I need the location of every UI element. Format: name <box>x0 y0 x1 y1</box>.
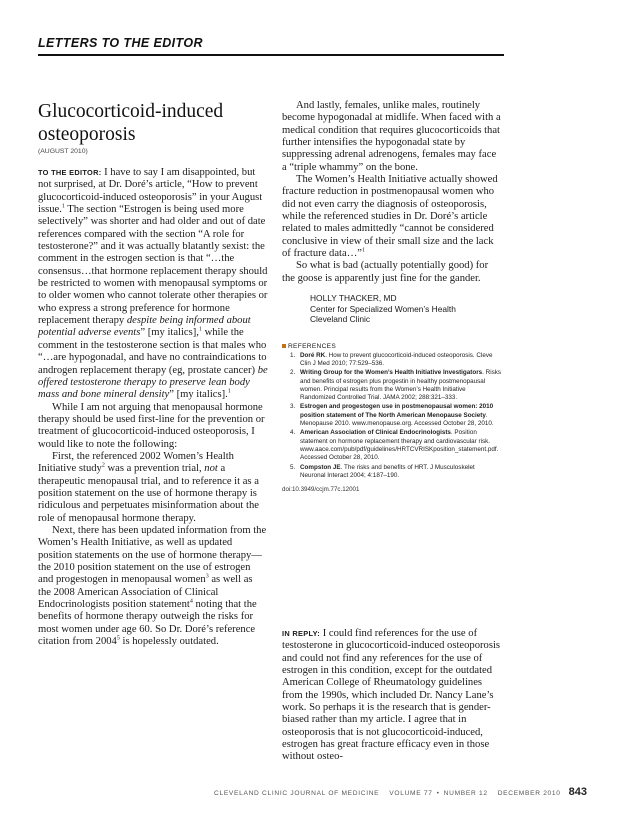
signature-block <box>310 293 502 325</box>
footer-date: DECEMBER 2010 <box>497 790 561 797</box>
reference-number: 3. <box>290 403 296 411</box>
letter-p3-b: was a prevention trial, <box>104 463 205 475</box>
reference-author: American Association of Clinical Endocrinologists <box>300 429 451 437</box>
citation-sup: 3 <box>205 573 209 580</box>
letter-p1-italic-2: be offered testosterone therapy to preserve lean body mass and bone mineral density <box>38 364 268 401</box>
article-date: (AUGUST 2010) <box>38 148 88 155</box>
reference-text: . How to prevent glucocorticoid-induced osteoporosis. Cleve Clin J Med 2010; 77:529–536. <box>300 351 493 367</box>
article-title: Glucocorticoid-induced osteoporosis <box>38 101 224 145</box>
reference-item <box>290 464 502 481</box>
letter-p1-b: The section “Estrogen is being used more selectively” was shorter and had older and out of date references compared with the section “A role for testosterone?” and it was actually blatantly sexist: the comment in the estrogen section is that “…the consensus…that hormone replacement therapy should be restricted to women with menopausal symptoms or to older women who cannot tolerate other therapies or who express a strong preference for hormone replacement therapy <box>38 204 268 327</box>
section-header: LETTERS TO THE EDITOR <box>38 36 203 50</box>
letter-p3-italic: not <box>204 463 218 475</box>
page-footer <box>214 786 588 798</box>
letter-p1-italic-1: despite being informed about potential adverse events <box>38 315 251 339</box>
letter-paragraph-6 <box>282 174 502 260</box>
reference-author: Estrogen and progestogen use in postmenopausal women: 2010 position statement of The North American Menopause Society <box>300 403 494 419</box>
reference-text: . The risks and benefits of HRT. J Musculoskelet Neuronal Interact 2004; 4:187–190. <box>300 463 475 479</box>
reference-number: 4. <box>290 429 296 437</box>
letter-p4-d: is hopelessly outdated. <box>119 636 219 648</box>
letter-paragraph-7: So what is bad (actually potentially good) for the goose is apparently just fine for the gander. <box>282 260 489 284</box>
citation-sup: 1 <box>198 326 202 333</box>
reference-author: Doré RK <box>300 351 326 359</box>
letter-paragraph-2: While I am not arguing that menopausal hormone therapy should be used first-line for the prevention or treatment of glucocorticoid-induced osteoporosis, I would like to note the following: <box>38 401 265 450</box>
reference-author: Writing Group for the Women’s Health Initiative Investigators <box>300 369 483 377</box>
header-rule <box>38 54 504 56</box>
letter-paragraph-1 <box>38 167 268 402</box>
signature-affiliation-2: Cleveland Clinic <box>310 314 371 325</box>
letter-p4-a: Next, there has been updated information from the Women’s Health Initiative, as well as updated position statements on the use of hormone therapy—the 2010 position statement on the use of estrogen and progestogen in menopausal women <box>38 524 267 586</box>
letter-paragraph-4 <box>38 525 268 648</box>
footer-journal: CLEVELAND CLINIC JOURNAL OF MEDICINE <box>214 790 380 797</box>
letter-p3-c: a therapeutic menopausal trial, and to reference it as a position statement on the use of hormone therapy is ridiculous and perpetuates misinformation about the role of menopausal hormone therapy. <box>38 463 259 524</box>
reference-text: . Position statement on hormone replacement therapy and cardiovascular risk. www.aace.com/pub/pdf/guidelines/HRTCVRISKposition_statement.pdf. Accessed October 28, 2010. <box>300 429 499 462</box>
letter-p6-a: The Women’s Health Initiative actually showed fracture reduction in postmenopausal women who did not even carry the diagnosis of osteoporosis, while the referenced studies in Dr. Doré’s article related to males admittedly “cannot be considered conclusive in view of their small size and the lack of fracture data…” <box>282 174 498 260</box>
letter-p1-e: ” [my italics]. <box>169 389 228 401</box>
right-column <box>282 100 502 493</box>
letter-p1-d: while the comment in the testosterone section is that males who “…are hypogonadal, and have no contraindications to androgen replacement therapy (eg, prostate cancer) <box>38 327 267 376</box>
reference-item <box>290 403 502 428</box>
footer-number: NUMBER 12 <box>443 790 488 797</box>
reply-text: I could find references for the use of testosterone in glucocorticoid-induced osteoporosis and could not find any references for the use of estrogen in this condition, except for the outdated American College of Rheumatology guidelines from the 1990s, which included Dr. Nancy Lane’s work. So perhaps it is the research that is gender-biased rather than my article. I agree that in osteoporosis that is not glucocorticoid-induced, estrogen has great fracture efficacy even in those without osteo- <box>282 628 501 763</box>
letter-p4-b: as well as the 2008 American Association of Clinical Endocrinologists position statement <box>38 574 253 611</box>
reference-text: . Menopause 2010. www.menopause.org. Accessed October 28, 2010. <box>300 411 494 428</box>
letter-p4-c: noting that the benefits of hormone therapy outweigh the risks for most women under age 60. So Dr. Doré’s reference citation from 2004 <box>38 599 257 648</box>
letter-p3-a: First, the referenced 2002 Women’s Health Initiative study <box>38 450 234 475</box>
reference-text: . Risks and benefits of estrogen plus progestin in healthy postmenopausal women. Principal results from the Women’s Health Initiative Randomized Controlled Trial. JAMA 2002; 288:321–333. <box>300 369 502 402</box>
left-column <box>38 100 268 648</box>
citation-sup: 2 <box>101 462 105 469</box>
reference-number: 2. <box>290 369 296 377</box>
reply-paragraph <box>282 628 502 764</box>
reference-number: 5. <box>290 463 296 471</box>
letter-paragraph-5: And lastly, females, unlike males, routinely become hypogonadal at midlife. When faced with a medical condition that requires glucocorticoids that further intensifies the hypogonadal state by suppressing adrenal adrenogens, females may face a “triple whammy” on the bone. <box>282 100 501 173</box>
square-bullet-icon <box>282 344 286 348</box>
citation-sup: 1 <box>227 388 231 395</box>
reply-section <box>282 628 502 764</box>
letter-lead-in: TO THE EDITOR: <box>38 168 102 177</box>
letter-paragraph-3 <box>38 451 268 525</box>
reference-author: Compston JE <box>300 463 341 471</box>
citation-sup: 1 <box>362 247 365 254</box>
reference-item <box>290 429 502 462</box>
doi-link[interactable]: doi:10.3949/ccjm.77c.12001 <box>282 486 360 494</box>
page-number: 843 <box>568 786 588 798</box>
citation-sup: 1 <box>61 203 65 210</box>
signature-name: HOLLY THACKER, MD <box>310 293 397 304</box>
citation-sup: 4 <box>189 598 193 605</box>
reply-lead-in: IN REPLY: <box>282 629 321 638</box>
letter-p1-a: I have to say I am disappointed, but not surprised, at Dr. Doré’s article, “How to prevent glucocorticoid-induced osteoporosis” in your August issue. <box>38 167 263 216</box>
footer-volume: VOLUME 77 <box>389 790 433 797</box>
reference-item <box>290 352 502 369</box>
reference-item <box>290 369 502 402</box>
letter-p1-c: ” [my italics], <box>140 327 199 339</box>
references-heading <box>282 343 502 350</box>
citation-sup: 5 <box>116 635 120 642</box>
footer-separator: • <box>436 790 440 797</box>
signature-affiliation-1: Center for Specialized Women’s Health <box>310 303 456 314</box>
reference-list <box>282 352 502 480</box>
references-heading-label: REFERENCES <box>288 342 337 350</box>
reference-number: 1. <box>290 351 296 359</box>
